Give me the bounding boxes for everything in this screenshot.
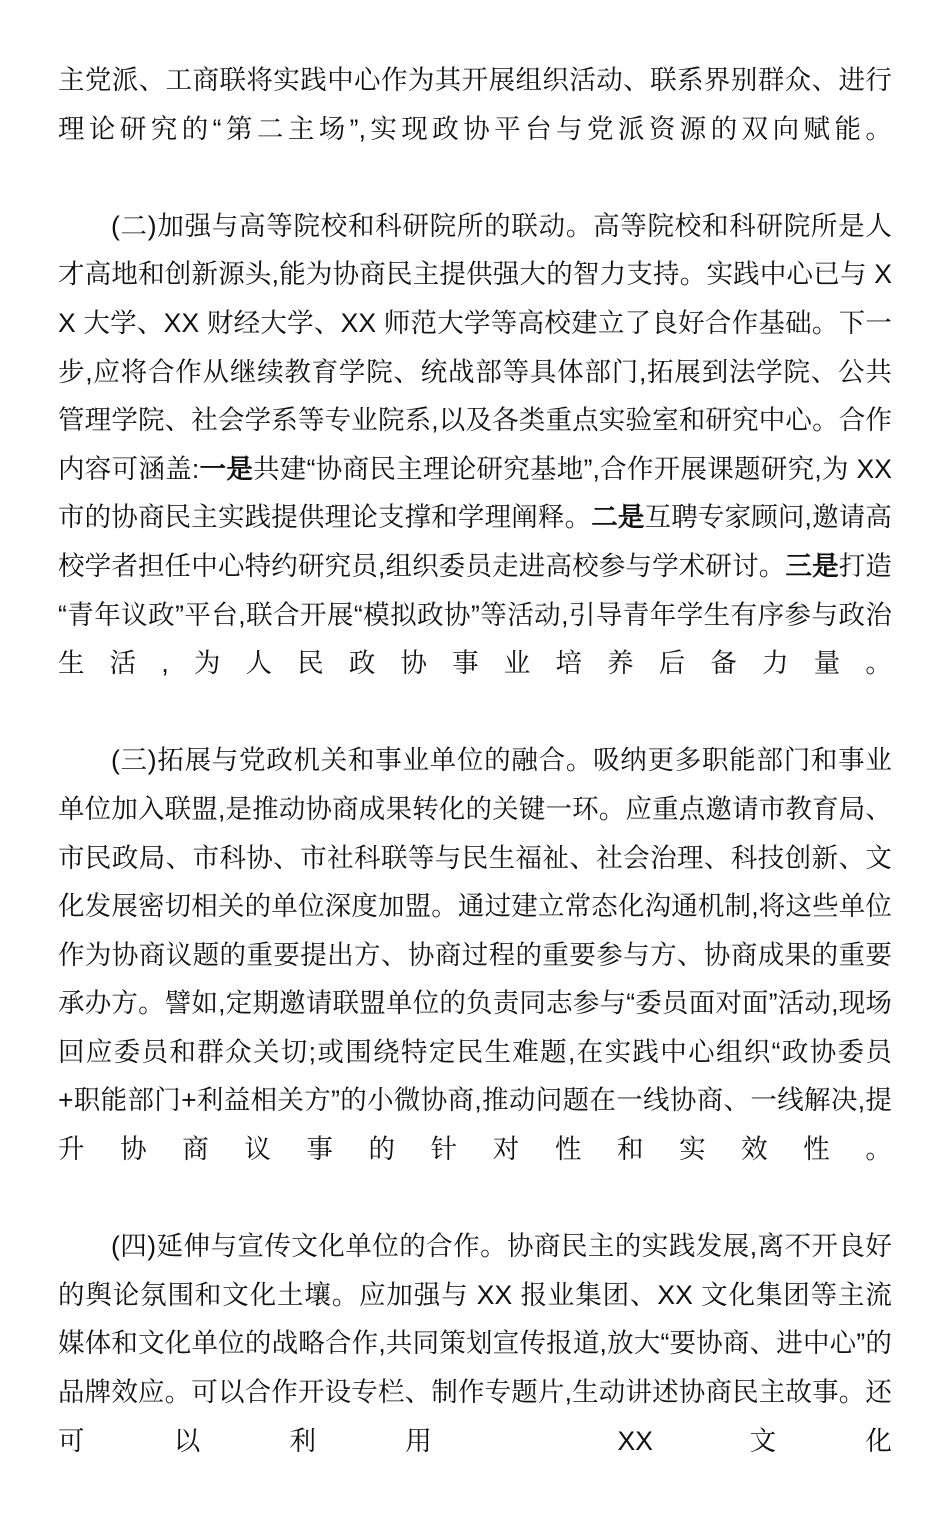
- para-section-three: [58, 736, 892, 1222]
- para-continuation: [58, 56, 892, 202]
- para-section-four: [58, 1222, 892, 1514]
- text-run: (二)加强与高等院校和科研院所的联动。高等院校和科研院所是人才高地和创新源头,能为协商民主提供强大的智力支持。实践中心已与 XX 大学、XX 财经大学、XX 师范大学等高校建立了良好合作基础。下一步,应将合作从继续教育学院、统战部等具体部门,拓展到法学院、公共管理学院、社会学系等专业院系,以及各类重点实验室和研究中心。合作内容可涵盖:: [58, 210, 892, 484]
- text-run: (四)延伸与宣传文化单位的合作。协商民主的实践发展,离不开良好的舆论氛围和文化土壤。应加强与 XX 报业集团、XX 文化集团等主流媒体和文化单位的战略合作,共同策划宣传报道,放大“要协商、进中心”的品牌效应。可以合作开设专栏、制作专题片,生动讲述协商民主故事。还可以利用 XX 文化: [58, 1231, 892, 1456]
- emphasis-marker: 一是: [199, 453, 254, 484]
- text-run: (三)拓展与党政机关和事业单位的融合。吸纳更多职能部门和事业单位加入联盟,是推动协商成果转化的关键一环。应重点邀请市教育局、市民政局、市科协、市社科联等与民生福祉、社会治理、科技创新、文化发展密切相关的单位深度加盟。通过建立常态化沟通机制,将这些单位作为协商议题的重要提出方、协商过程的重要参与方、协商成果的重要承办方。譬如,定期邀请联盟单位的负责同志参与“委员面对面”活动,现场回应委员和群众关切;或围绕特定民生难题,在实践中心组织“政协委员+职能部门+利益相关方”的小微协商,推动问题在一线协商、一线解决,提升协商议事的针对性和实效性。: [58, 745, 892, 1165]
- para-section-two: [58, 202, 892, 737]
- text-run: 主党派、工商联将实践中心作为其开展组织活动、联系界别群众、进行理论研究的“第二主场”,实现政协平台与党派资源的双向赋能。: [58, 65, 892, 144]
- text-run: 打造“青年议政”平台,联合开展“模拟政协”等活动,引导青年学生有序参与政治生活,为人民政协事业培养后备力量。: [58, 550, 892, 679]
- document-text-body: [58, 56, 892, 1514]
- text-run: 互聘专家顾问,邀请高校学者担任中心特约研究员,组织委员走进高校参与学术研讨。: [58, 502, 892, 581]
- emphasis-marker: 二是: [591, 502, 645, 533]
- text-run: 共建“协商民主理论研究基地”,合作开展课题研究,为 XX 市的协商民主实践提供理论支撑和学理阐释。: [58, 453, 893, 533]
- emphasis-marker: 三是: [785, 550, 839, 581]
